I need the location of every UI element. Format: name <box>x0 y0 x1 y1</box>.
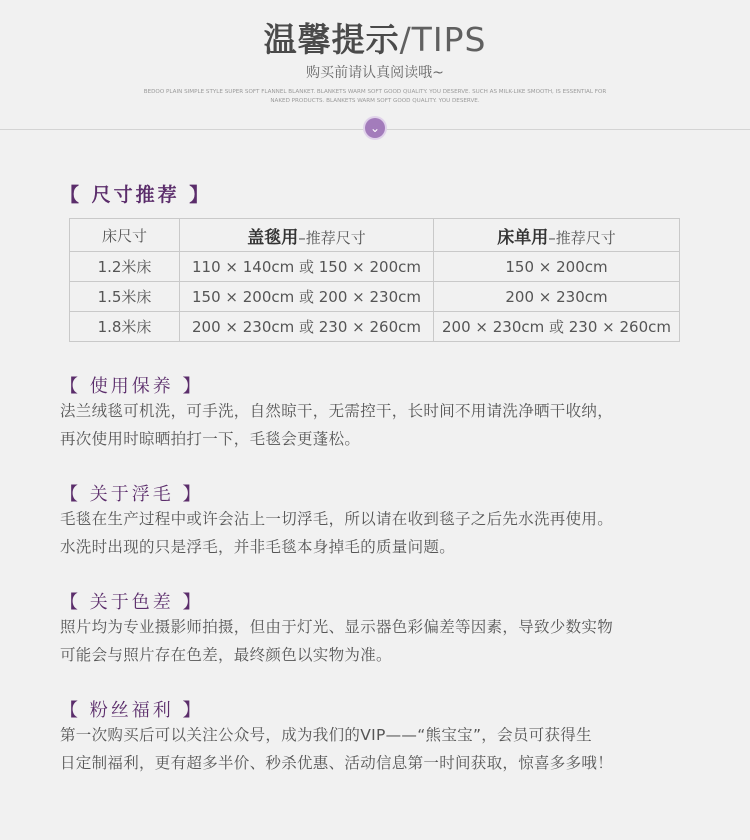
table-header-cell: 盖毯用–推荐尺寸 <box>180 219 434 252</box>
fans-line-1: 第一次购买后可以关注公众号，成为我们的VIP——“熊宝宝”，会员可获得生 <box>60 726 592 744</box>
color-line-1: 照片均为专业摄影师拍摄，但由于灯光、显示器色彩偏差等因素，导致少数实物 <box>60 618 614 636</box>
table-header-cell: 床尺寸 <box>70 219 180 252</box>
table-row <box>70 312 680 342</box>
table-row <box>70 252 680 282</box>
table-cell: 200 × 230cm <box>434 282 680 312</box>
table-cell: 150 × 200cm 或 200 × 230cm <box>180 282 434 312</box>
chevron-down-icon: ⌄ <box>365 118 385 138</box>
fluff-line-1: 毛毯在生产过程中或许会沾上一切浮毛，所以请在收到毯子之后先水洗再使用。 <box>60 510 614 528</box>
table-header-row <box>70 219 680 252</box>
fine-print-line-1: BEDOO PLAIN SIMPLE STYLE SUPER SOFT FLANNEL BLANKET. BLANKETS WARM SOFT GOOD QUALITY. YOU DESERVE. SUCH AS MILK-LIKE SMOOTH, IS ESSENTIAL FOR <box>143 89 607 95</box>
table-cell: 1.8米床 <box>70 312 180 342</box>
care-paragraph <box>60 397 700 453</box>
table-cell: 200 × 230cm 或 230 × 260cm <box>180 312 434 342</box>
table-header-cell: 床单用–推荐尺寸 <box>434 219 680 252</box>
page-title <box>0 18 750 62</box>
fluff-paragraph <box>60 505 700 561</box>
size-table <box>69 218 680 342</box>
table-cell: 110 × 140cm 或 150 × 200cm <box>180 252 434 282</box>
care-line-2: 再次使用时晾晒拍打一下，毛毯会更蓬松。 <box>60 430 361 448</box>
title-cn: 温馨提示 <box>263 20 400 59</box>
fine-print-line-2: NAKED PRODUCTS. BLANKETS WARM SOFT GOOD QUALITY. YOU DESERVE. <box>270 98 480 104</box>
title-en: /TIPS <box>399 20 487 59</box>
fans-paragraph <box>60 721 700 777</box>
table-cell: 1.5米床 <box>70 282 180 312</box>
table-cell: 1.2米床 <box>70 252 180 282</box>
color-section-title: 【 关于色差 】 <box>60 592 204 613</box>
header <box>0 0 750 145</box>
color-line-2: 可能会与照片存在色差，最终颜色以实物为准。 <box>60 646 392 664</box>
care-line-1: 法兰绒毯可机洗，可手洗，自然晾干，无需控干，长时间不用请洗净晒干收纳， <box>60 402 614 420</box>
fluff-line-2: 水洗时出现的只是浮毛，并非毛毯本身掉毛的质量问题。 <box>60 538 456 556</box>
subtitle: 购买前请认真阅读哦~ <box>306 65 444 81</box>
fans-line-2: 日定制福利，更有超多半价、秒杀优惠、活动信息第一时间获取，惊喜多多哦！ <box>60 754 614 772</box>
color-paragraph <box>60 613 700 669</box>
size-section-title: 【 尺寸推荐 】 <box>60 184 212 206</box>
table-row <box>70 282 680 312</box>
fluff-section-title: 【 关于浮毛 】 <box>60 484 204 505</box>
table-cell: 150 × 200cm <box>434 252 680 282</box>
table-cell: 200 × 230cm 或 230 × 260cm <box>434 312 680 342</box>
fine-print <box>130 88 620 106</box>
care-section-title: 【 使用保养 】 <box>60 376 204 397</box>
fans-section-title: 【 粉丝福利 】 <box>60 700 204 721</box>
